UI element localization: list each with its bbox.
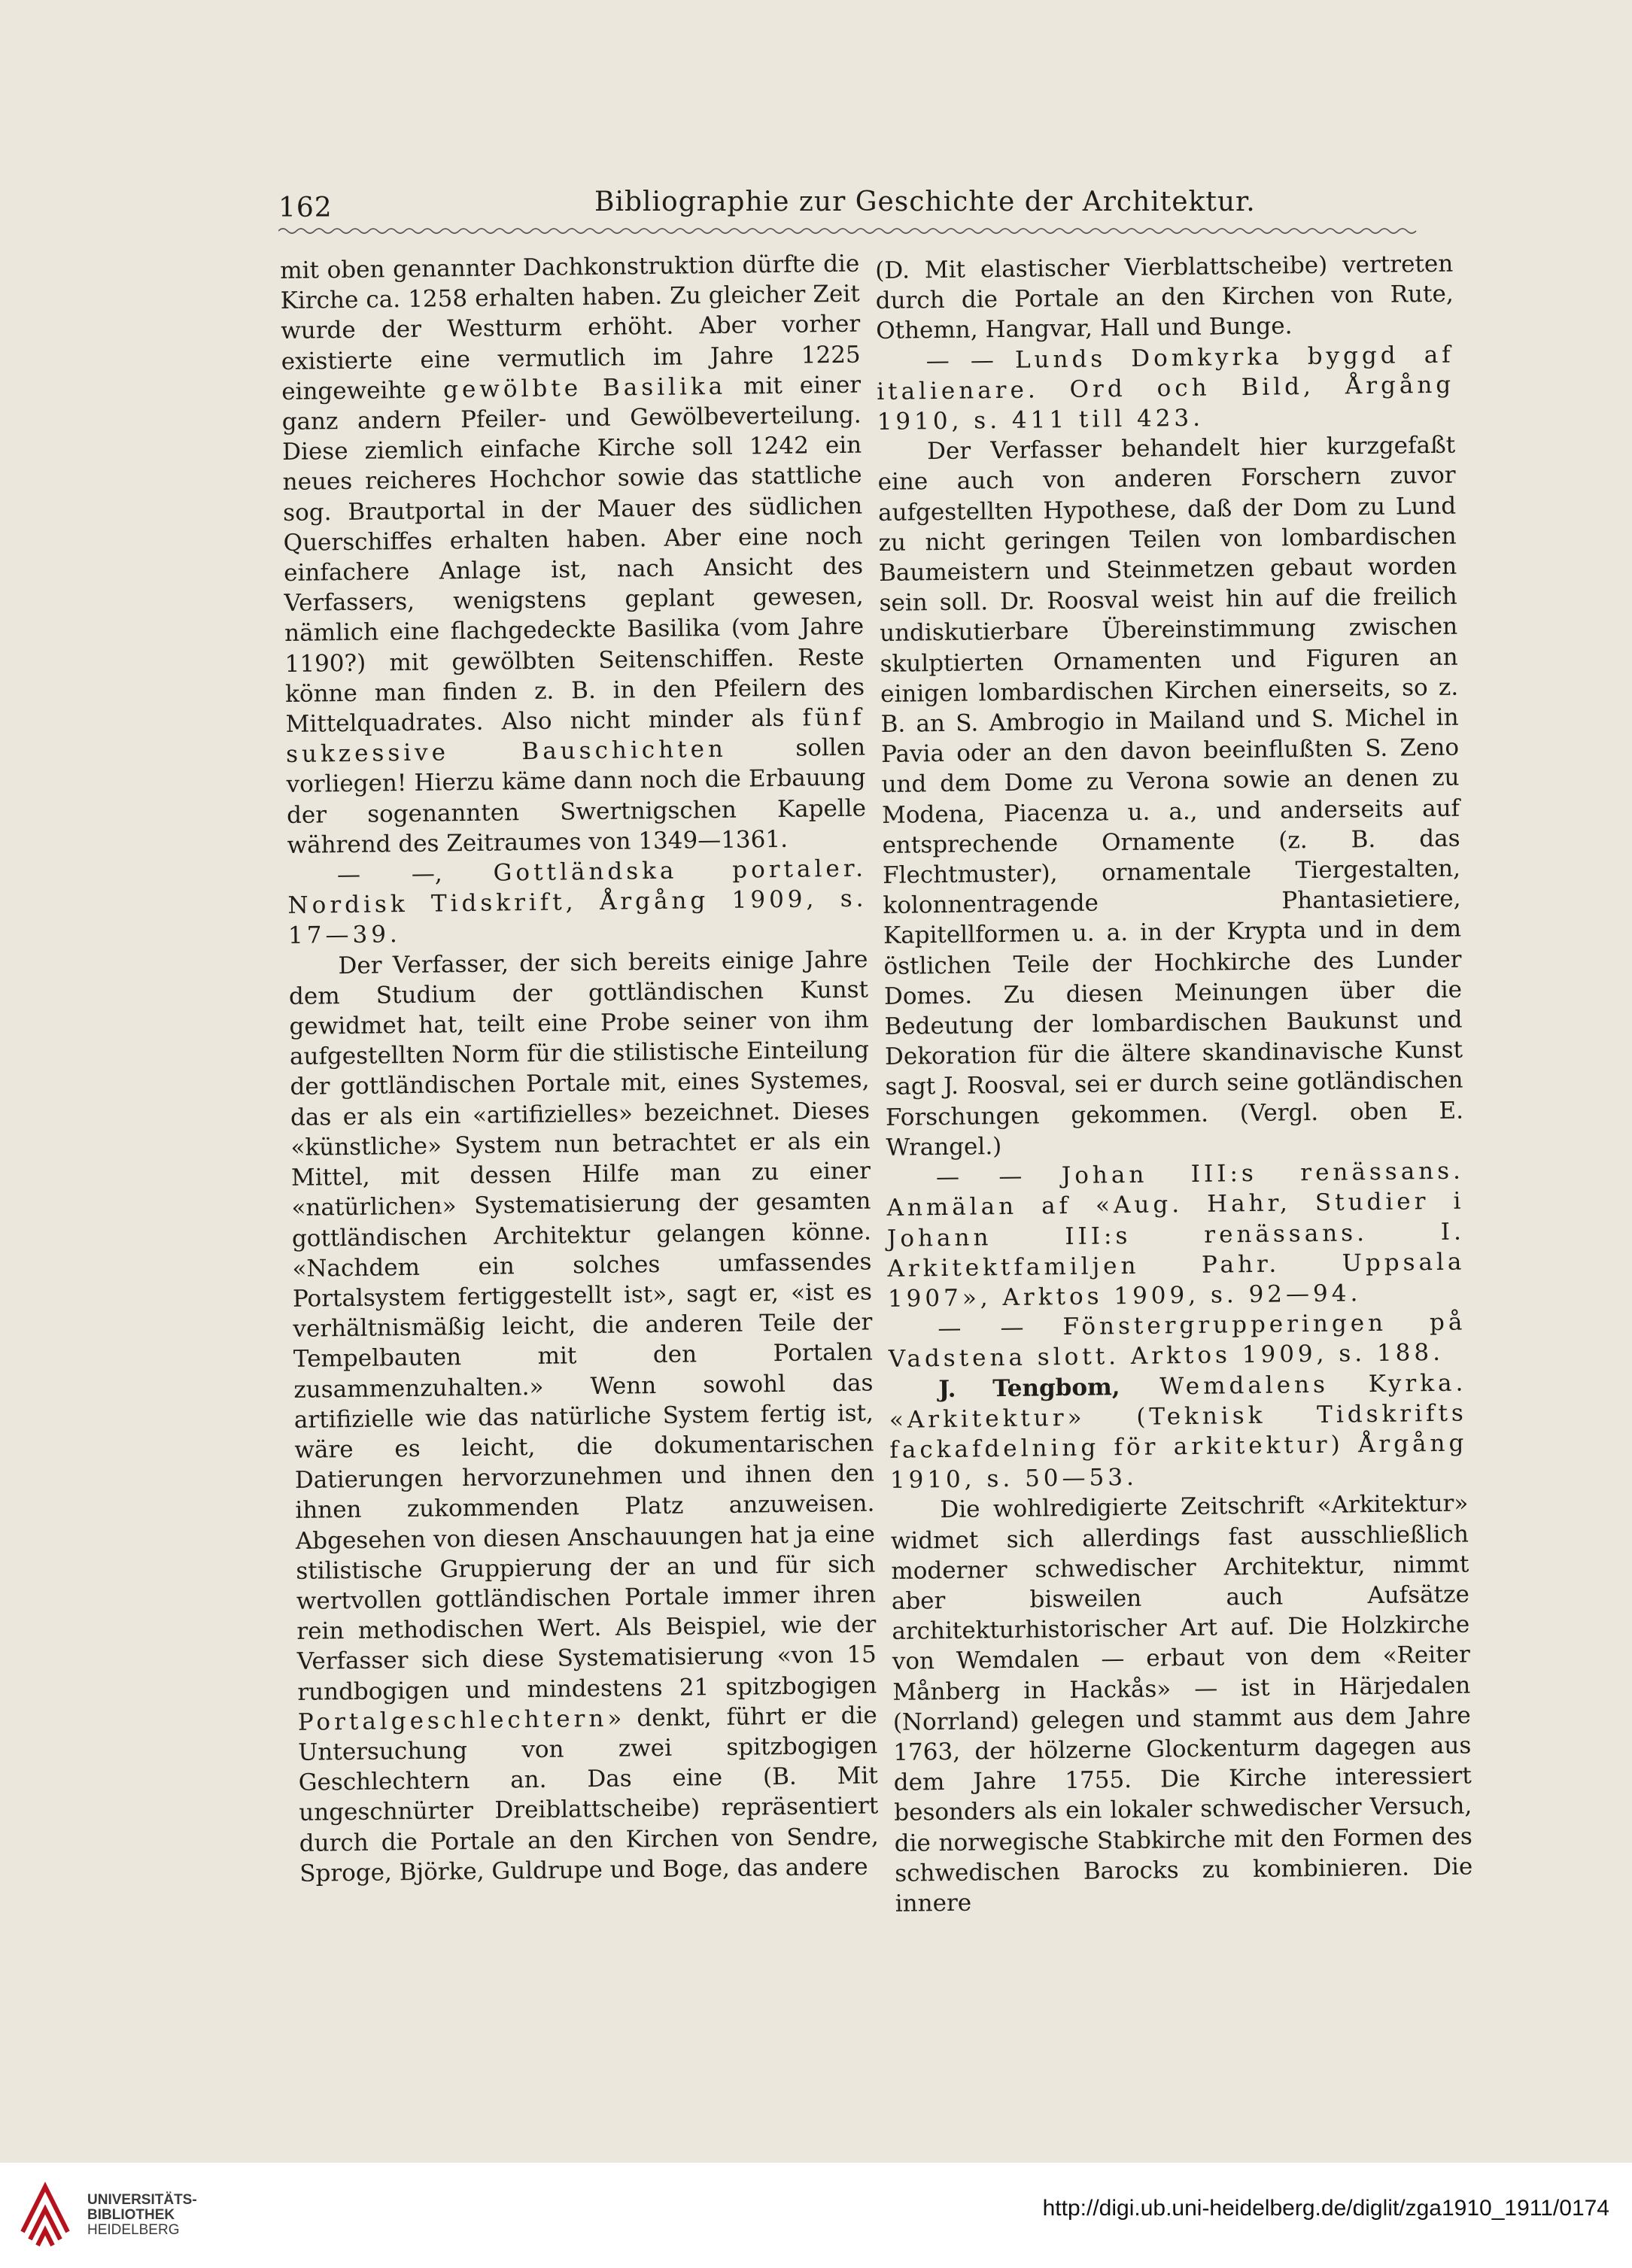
- paragraph: Der Verfasser, der sich bereits einige Jahre dem Studium der gottländischen Kunst gewidmet hat, teilt eine Probe seiner von ihm aufgestellten Norm für die stilistische Einteilung der gottländischen Portale mit, eines Systemes, das er als ein «artifizielles» bezeichnet. Dieses «künstliche» System nun betrachtet er als ein Mittel, mit dessen Hilfe man zu einer «natürlichen» Systematisierung der gesamten gottländischen Architektur gelangen könne. «Nachdem ein solches umfassendes Portalsystem fertiggestellt ist», sagt er, «ist es verhältnismäßig leicht, die anderen Teile der Tempelbauten mit den Portalen zusammenzuhalten.» Wenn sowohl das artifizielle wie das natürliche System fertig ist, wäre es leicht, die dokumentarischen Datierungen hervorzunehmen und ihnen den ihnen zukommenden Platz anzuweisen. Abgesehen von diesen Anschauungen hat ja eine stilistische Gruppierung der an und für sich wertvollen gottländischen Portale immer ihren rein methodischen Wert. Als Beispiel, wie der Verfasser sich diese Systematisierung «von 15 rundbogigen und mindestens 21 spitzbogigen Portalgeschlechtern» denkt, führt er die Untersuchung von zwei spitzbogigen Geschlechtern an. Das eine (B. Mit ungeschnürter Dreiblattscheibe) repräsentiert durch die Portale an den Kirchen von Sendre, Sproge, Björke, Guldrupe und Boge, das andere: [288, 946, 879, 1887]
- footer-bar: [0, 2163, 1632, 2268]
- bibliography-entry: — — Lunds Domkyrka byggd af italienare. Ord och Bild, Årgång 1910, s. 411 till 423.: [876, 341, 1455, 436]
- page-number: 162: [278, 193, 333, 223]
- library-logo[interactable]: [15, 2179, 203, 2247]
- left-column: [280, 249, 879, 1889]
- bibliography-entry: — — Johan III:s renässans. Anmälan af «Aug. Hahr, Studier i Johann III:s renässans. I. Arkitektfamiljen Pahr. Uppsala 1907», Arktos 1909, s. 92—94.: [886, 1157, 1466, 1313]
- paragraph: Die wohlredigierte Zeitschrift «Arkitektur» widmet sich allerdings fast ausschließlich moderner schwedischer Architektur, nimmt aber bisweilen auch Aufsätze architekturhistorischer Art auf. Die Holzkirche von Wemdalen — erbaut von dem «Reiter Månberg in Hackås» — ist in Härjedalen (Norrland) gelegen und stammt aus dem Jahre 1763, der hölzerne Glockenturm dagegen aus dem Jahre 1755. Die Kirche interessiert besonders als ein lokaler schwedischer Versuch, die norwegische Stabkirche mit den Formen des schwedischen Barocks zu kombinieren. Die innere: [890, 1489, 1473, 1917]
- page-header: [278, 187, 1452, 232]
- right-column: [875, 249, 1473, 1919]
- decorative-wavy-rule: [278, 226, 1418, 236]
- running-title: Bibliographie zur Geschichte der Architektur.: [594, 187, 1256, 217]
- library-logo-text: UNIVERSITÄTS- BIBLIOTHEK HEIDELBERG: [87, 2192, 197, 2238]
- paragraph: (D. Mit elastischer Vierblattscheibe) vertreten durch die Portale an den Kirchen von Rute, Othemn, Hangvar, Hall und Bunge.: [875, 250, 1454, 345]
- bibliography-entry: J. Tengbom, Wemdalens Kyrka. «Arkitektur» (Teknisk Tidskrifts fackafdelning för arkitektur) Årgång 1910, s. 50—53.: [889, 1369, 1468, 1495]
- source-url-link[interactable]: http://digi.ub.uni-heidelberg.de/diglit/zga1910_1911/0174: [1042, 2196, 1609, 2221]
- paragraph: mit oben genannter Dachkonstruktion dürfte die Kirche ca. 1258 erhalten haben. Zu gleicher Zeit wurde der Westturm erhöht. Aber vorher existierte eine vermutlich im Jahre 1225 eingeweihte gewölbte Basilika mit einer ganz andern Pfeiler- und Gewölbeverteilung. Diese ziemlich einfache Kirche soll 1242 ein neues reicheres Hochchor sowie das stattliche sog. Brautportal in der Mauer des südlichen Querschiffes erhalten haben. Aber eine noch einfachere Anlage ist, nach Ansicht des Verfassers, wenigstens geplant gewesen, nämlich eine flachgedeckte Basilika (vom Jahre 1190?) mit gewölbten Seitenschiffen. Reste könne man finden z. B. in den Pfeilern des Mittelquadrates. Also nicht minder als fünf sukzessive Bauschichten sollen vorliegen! Hierzu käme dann noch die Erbauung der sogenannten Swertnigschen Kapelle während des Zeitraumes von 1349—1361.: [280, 250, 867, 859]
- bibliography-entry: — —, Gottländska portaler. Nordisk Tidskrift, Årgång 1909, s. 17—39.: [287, 855, 868, 950]
- library-logo-icon: [15, 2179, 75, 2247]
- paragraph: Der Verfasser behandelt hier kurzgefaßt eine auch von anderen Forschern zuvor aufgestellten Hypothese, daß der Dom zu Lund zu nicht geringen Teilen von lombardischen Baumeistern und Steinmetzen gebaut worden sein soll. Dr. Roosval weist hin auf die freilich undiskutierbare Übereinstimmung zwischen skulptierten Ornamenten und Figuren an einigen lombardischen Kirchen einerseits, so z. B. an S. Ambrogio in Mailand und S. Michel in Pavia oder an den davon beeinflußten S. Zeno und dem Dome zu Verona sowie an denen zu Modena, Piacenza u. a., und anderseits auf entsprechende Ornamente (z. B. das Flechtmuster), ornamentale Tiergestalten, kolonnentragende Phantasietiere, Kapitellformen u. a. in der Krypta und in dem östlichen Teile der Hochkirche des Lunder Domes. Zu diesen Meinungen über die Bedeutung der lombardischen Baukunst und Dekoration für die ältere skandinavische Kunst sagt J. Roosval, sei er durch seine gotländischen Forschungen gekommen. (Vergl. oben E. Wrangel.): [877, 431, 1464, 1161]
- bibliography-entry: — — Fönstergrupperingen på Vadstena slott. Arktos 1909, s. 188.: [888, 1308, 1466, 1374]
